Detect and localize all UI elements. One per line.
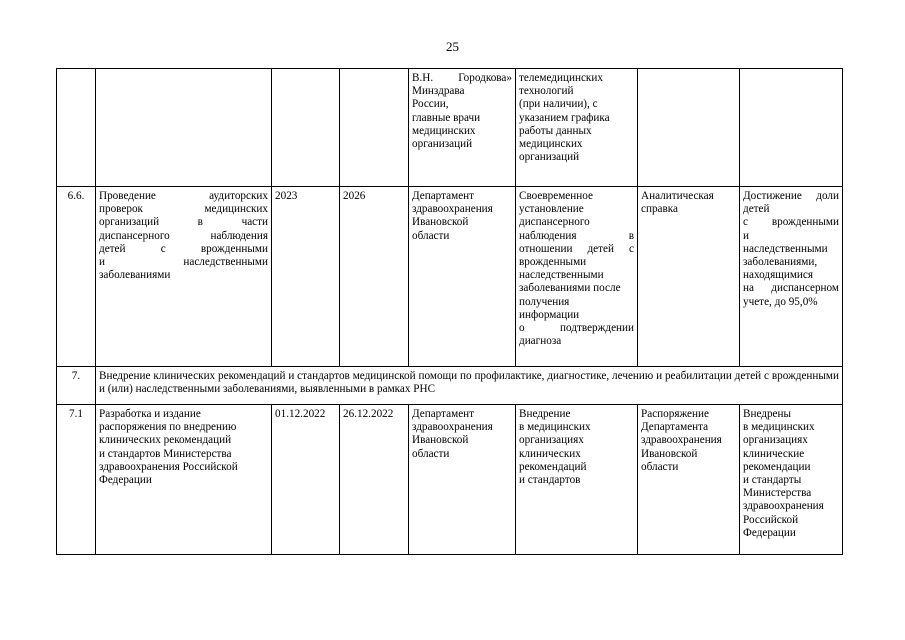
cell-line: Разработка и издание [99,408,201,420]
cell-line: заболеваниями [99,269,171,282]
result-cell [516,187,638,367]
start-date-cell [272,69,340,187]
cell-line: медицинских [412,124,476,137]
cell-line: диспансерного [519,216,590,229]
result-cell [516,69,638,187]
cell-line: здравоохранения Российской [99,460,238,473]
cell-line: телемедицинских [519,72,603,84]
cell-line: учете, до 95,0% [743,295,818,308]
cell-line: медицинских [519,138,583,151]
cell-line: распоряжения по внедрению [99,421,237,434]
cell-line: Российской [743,513,799,526]
cell-line: врожденными [519,256,587,269]
cell-line: организациях [743,434,808,447]
indicator-cell [740,69,843,187]
cell-line: диагноза [519,335,562,348]
cell-line: клинические [743,447,805,460]
cell-line: Ивановской [641,447,698,460]
cell-line: клинических рекомендаций [99,434,232,447]
cell-line: (при наличии), с [519,98,598,111]
cell-line: указанием графика [519,111,610,124]
cell-line: на диспансерном [743,282,839,295]
cell-line: здравоохранения [743,500,824,513]
cell-line: организаций в части [99,216,268,229]
section-row [57,367,843,405]
cell-line: наследственными [519,269,604,282]
cell-line: Распоряжение [641,408,709,420]
cell-line: о подтверждении [519,322,634,335]
cell-line: в медицинских [519,421,591,434]
responsible-cell [409,405,516,555]
cell-line: рекомендаций [519,460,587,473]
cell-line: наследственными [743,242,828,255]
cell-line: в медицинских [743,421,815,434]
cell-line: здравоохранения [412,421,493,434]
table-row [57,405,843,555]
cell-line: отношении детей с [519,242,634,255]
cell-line: Ивановской [412,434,469,447]
start-date-cell: 2023 [272,187,340,367]
cell-line: Департамента [641,421,709,434]
cell-line: здравоохранения [412,203,493,216]
document-cell [638,187,740,367]
cell-line: справка [641,203,679,216]
cell-line: и стандартов Министерства [99,447,232,460]
cell-line: Федерации [99,474,152,487]
end-date-cell [340,69,409,187]
section-title: Внедрение клинических рекомендаций и стандартов медицинской помощи по профилактике, диагностике, лечению и реабилитации детей с врожденными и (или) наследственными заболеваниями, выявленными в рамках РНС [96,367,843,405]
page-number: 25 [446,39,459,54]
cell-line: главные врачи [412,111,481,124]
cell-line: рекомендации [743,460,811,473]
cell-line: организаций [519,151,580,164]
responsible-cell [409,187,516,367]
cell-line: Своевременное [519,190,593,202]
cell-line: Внедрение [519,408,571,420]
cell-line: детей с врожденными [99,242,268,255]
section-number-cell: 7. [57,367,96,405]
cell-line: наблюдения в [519,229,634,242]
document-cell [638,69,740,187]
row-number-cell: 7.1 [57,405,96,555]
cell-line: технологий [519,85,574,98]
cell-line: и наследственными [99,256,268,269]
cell-line: с врожденными [743,216,839,229]
document-cell [638,405,740,555]
cell-line: Федерации [743,526,796,539]
responsible-cell [409,69,516,187]
activity-cell [96,69,272,187]
cell-line: и стандартов [519,474,581,487]
cell-line: получения [519,295,570,308]
activity-cell [96,187,272,367]
row-number-cell: 6.6. [57,187,96,367]
action-plan-table [56,68,843,555]
cell-line: области [412,447,450,460]
activity-cell [96,405,272,555]
cell-line: Департамент [412,408,475,420]
table-row [57,187,843,367]
cell-line: В.Н. Городкова» [412,72,512,84]
cell-line: информации [519,308,580,321]
indicator-cell [740,405,843,555]
cell-line: Ивановской [412,216,469,229]
cell-line: Проведение аудиторских [99,190,268,202]
indicator-cell [740,187,843,367]
cell-line: и стандарты [743,474,802,487]
cell-line: Министерства [743,487,812,500]
cell-line: детей [743,203,770,216]
result-cell [516,405,638,555]
start-date-cell: 01.12.2022 [272,405,340,555]
cell-line: и [743,229,749,242]
cell-line: Департамент [412,190,475,202]
cell-line: Внедрены [743,408,792,420]
cell-line: проверок медицинских [99,203,268,216]
cell-line: диспансерного наблюдения [99,229,268,242]
cell-line: клинических [519,447,581,460]
cell-line: организациях [519,434,584,447]
cell-line: установление [519,203,584,216]
cell-line: работы данных [519,124,592,137]
cell-line: России, [412,98,449,111]
cell-line: здравоохранения [641,434,722,447]
end-date-cell: 26.12.2022 [340,405,409,555]
end-date-cell: 2026 [340,187,409,367]
cell-line: области [412,229,450,242]
row-number-cell [57,69,96,187]
cell-line: области [641,460,679,473]
cell-line: организаций [412,138,473,151]
cell-line: Минздрава [412,85,465,98]
cell-line: заболеваниями после [519,282,621,295]
cell-line: находящимися [743,269,814,282]
cell-line: Аналитическая [641,190,714,202]
cell-line: Достижение доли [743,190,839,202]
cell-line: заболеваниями, [743,256,818,269]
table-row [57,69,843,187]
